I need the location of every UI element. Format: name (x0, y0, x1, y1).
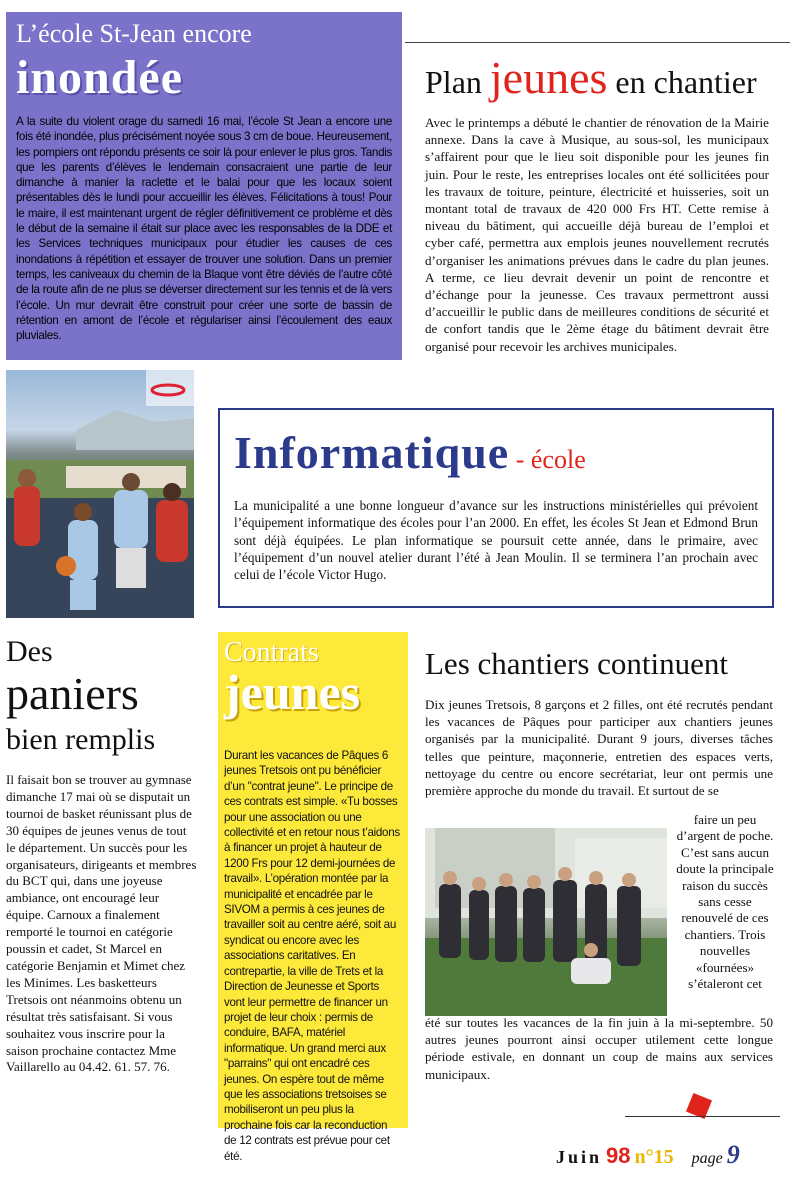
article-title-chantiers: Les chantiers continuent (425, 646, 729, 681)
article-title-informatique (234, 428, 758, 485)
title-prefix: Plan (425, 64, 490, 100)
article-informatique (218, 408, 774, 608)
footer-year: 98 (606, 1143, 631, 1168)
article-title-contrats-line2: jeunes (224, 664, 361, 720)
title-subtitle: - école (509, 445, 586, 474)
basketball-scene-illustration (6, 370, 194, 618)
divider-rule (405, 42, 790, 43)
footer-month: Juin (556, 1147, 603, 1167)
article-body-contrats: Durant les vacances de Pâques 6 jeunes Tretsois ont pu bénéficier d’un "contrat jeune". Le principe de ces contrats est simple. «Tu bosses pour une association ou une collectivité et en retour nous t’aidons à financer un projet à hauteur de 1200 Frs pour 12 demi-journées de travail». L’opération montée par la municipalité et encadrée par le SIVOM a permis à ces jeunes de travailler soit au centre aéré, soit au syndicat ou encore avec les associations caritatives. En contrepartie, la ville de Trets et la Direction de Jeunesse et Sports vont leur permettre de financer un projet de leur choix : permis de conduire, BAFA, matériel informatique. Un grand merci aux "parrains" qui ont encadré ces jeunes. On espère tout de même que les associations tretsoises se mobiliseront un peu plus la prochaine fois car la reconduction de 12 contrats est prévue pour cet été. (224, 749, 400, 1163)
article-contrats-jeunes (218, 632, 408, 1163)
article-title-plan-jeunes (425, 54, 785, 106)
group-scene-illustration (425, 828, 667, 1016)
article-body-plan-jeunes: Avec le printemps a débuté le chantier de rénovation de la Mairie annexe. Dans la cave à Musique, au sous-sol, les municipaux s’affairent pour que le lieu soit disponible pour les jeunes fin juin. Pour le reste, les entreprises locales ont été sollicitées pour les travaux de toiture, peinture, électricité et huisseries, soit un montant total de travaux de 420 000 Frs HT. Cette remise à niveau du bâtiment, qui accueille déjà bureau de l’emploi et cyber café, permettra aux emplois jeunes nouvellement recrutés d’organiser les animations prévues dans le cadre du plan jeunes. A terme, ce lieu devrait devenir un point de rencontre et d’échange pour la jeunesse. Ces travaux permettront aussi d’accueillir le public dans de meilleures conditions de sécurité et de confort tandis que le 2ème étage du bâtiment devrait être organisé pour recevoir les archives municipales. (425, 115, 769, 354)
page-footer (556, 1140, 788, 1180)
article-title-paniers-line3: bien remplis (6, 723, 156, 756)
article-body-paniers: Il faisait bon se trouver au gymnase dimanche 17 mai où se disputait un tournoi de basket réunissant plus de 30 équipes de jeunes venus de tout le département. Un succès pour les organisateurs, dirigeants et membres du BCT qui, dans une joyeuse ambiance, ont encouragé leur équipe. Carnoux a finalement remporté le tournoi en catégorie poussin et cadet, St Marcel en catégorie Benjamin et Mimet chez les Minimes. Les basketteurs Tretsois ont néanmoins obtenu un résultat très satisfaisant. Si vous souhaitez vous inscrire pour la saison prochaine contactez Mme Vaillarello au 04.42. 61. 57. 76. (6, 772, 197, 1075)
article-title-contrats-line1: Contrats (224, 637, 319, 668)
basketball-photo (6, 370, 194, 618)
article-title-paniers-line1: Des (6, 635, 53, 668)
title-suffix: en chantier (607, 64, 757, 100)
footer-issue: n°15 (634, 1146, 674, 1168)
article-body-informatique: La municipalité a une bonne longueur d’avance sur les instructions ministérielles qui prévoient l’équipement informatique des écoles pour l’an 2000. En effet, les écoles St Jean et Edmond Brun sont déjà équipées. Le plan informatique se poursuit cette année, dans le primaire, avec l’équipement d’un nouvel atelier durant l’été à Jean Moulin. Il se terminera l’an prochain avec celui de l’école Victor Hugo. (234, 498, 758, 583)
footer-page-label: page (691, 1150, 723, 1167)
article-title-line1: L’école St-Jean encore (16, 19, 252, 48)
title-main: Informatique (234, 427, 510, 478)
article-body-chantiers-part2: faire un peu d’argent de poche. C’est sans aucun doute la principale raison du succès sans cesse renouvelé de ces chantiers. Trois nouvelles «fournées» s’étaleront cet (676, 812, 774, 992)
title-highlight: jeunes (489, 52, 608, 103)
article-body-chantiers-part1: Dix jeunes Tretsois, 8 garçons et 2 filles, ont été recrutés pendant les vacances de Pâques pour participer aux chantiers jeunes organisés par la municipalité. Durant 9 jours, diverses tâches telles que peinture, maçonnerie, entretien des espaces verts, nettoyage du centre ou encore secrétariat, leur ont permis une première approche du monde du travail. Et surtout de se (425, 697, 773, 799)
article-title-line2: inondée (16, 51, 184, 104)
article-body-chantiers-part3: été sur toutes les vacances de la fin juin à la mi-septembre. 50 autres jeunes pourront ainsi occuper utilement cette longue période estivale, en donnant un coup de mains aux services municipaux. (425, 1015, 773, 1082)
footer-page-number: 9 (726, 1140, 740, 1169)
article-ecole-inondee (6, 12, 402, 360)
article-title-paniers-line2: paniers (6, 668, 139, 719)
group-photo (425, 828, 667, 1016)
footer-divider (625, 1116, 780, 1117)
article-body: A la suite du violent orage du samedi 16 mai, l’école St Jean a encore une fois été inondée, plus précisément noyée sous 3 cm de boue. Heureusement, les pompiers ont répondu présents ce soir là pour enlever le plus gros. Tandis que les parents d’élèves le lendemain consacraient une partie de leur dimanche à manier la raclette et le balai pour que les locaux soient présentables dès le lundi pour accueillir les élèves. Félicitations à tous! Pour le maire, il est maintenant urgent de régler définitivement ce problème et dès le début de la semaine il était sur place avec les responsables de la DDE et les Services techniques municipaux pour étudier les causes de ces inondations à répétition et essayer de trouver une solution. Dans un premier temps, les caniveaux du chemin de la Blaque vont être déviés de l’autre côté de la route afin de ne plus se déverser directement sur les tennis et de là vers l’école. Un mur devrait être construit pour créer une sorte de bassin de rétention en amont de l’école et régulariser ainsi l’écoulement des eaux pluviales. (16, 115, 392, 343)
